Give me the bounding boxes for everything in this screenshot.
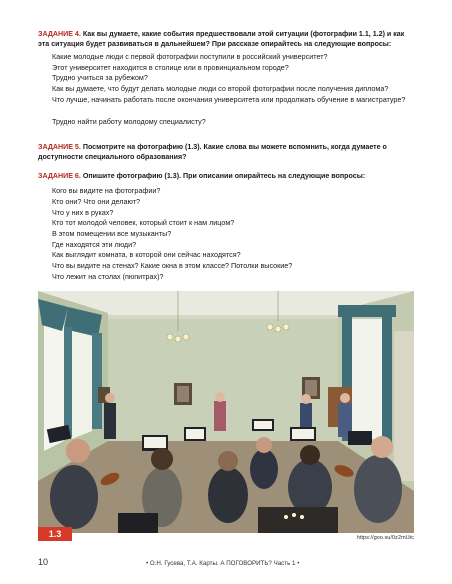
task-4-question: Какие молодые люди с первой фотографии поступили в российский университет? (52, 52, 328, 61)
task-5-tag: ЗАДАНИЕ 5. (38, 143, 81, 151)
task-6-text: Опишите фотографию (1.3). При описании опирайтесь на следующие вопросы: (82, 172, 366, 180)
footer-credit: • О.Н. Гусева, Т.А. Карты. А ПОГОВОРИТЬ? Часть 1 • (146, 560, 300, 567)
task-4-question: Трудно найти работу молодому специалисту? (52, 117, 206, 126)
task-4-text: Как вы думаете, какие события предшествовали этой ситуации (фотографии 1.1, 1.2) и как эта ситуация будет развиваться в дальнейшем? При рассказе опирайтесь на следующие вопросы: (38, 30, 405, 48)
task-6-tag: ЗАДАНИЕ 6. (38, 172, 81, 180)
task-6-question: Кто они? Что они делают? (52, 197, 141, 206)
task-6-question: Что лежит на столах (пюпитрах)? (52, 272, 164, 281)
task-6-question: Что у них в руках? (52, 208, 114, 217)
orchestra-photo (38, 291, 414, 533)
page-number: 10 (38, 557, 49, 567)
task-4-heading (38, 29, 414, 49)
task-6-question: Кто тот молодой человек, который стоит к нам лицом? (52, 218, 235, 227)
task-6-question: Кого вы видите на фотографии? (52, 186, 161, 195)
photo-source-link[interactable]: https://goo.su/0z2mUtc (356, 535, 414, 541)
photo-number-label: 1.3 (38, 527, 72, 541)
task-6-question: Где находятся эти люди? (52, 240, 137, 249)
task-6-heading (38, 171, 414, 181)
task-4-question: Что лучше, начинать работать после окончания университета или продолжать обучение в магистратуре? (52, 95, 406, 104)
task-5-text: Посмотрите на фотографию (1.3). Какие слова вы можете вспомнить, когда думаете о доступности специального образования? (38, 143, 387, 161)
task-5-heading (38, 142, 414, 162)
task-4-question: Как вы думаете, что будут делать молодые люди со второй фотографии после получения диплома? (52, 84, 389, 93)
task-6-question: В этом помещении все музыканты? (52, 229, 172, 238)
task-6-question: Как выглядит комната, в которой они сейчас находятся? (52, 250, 241, 259)
task-4-tag: ЗАДАНИЕ 4. (38, 30, 81, 38)
task-4-question: Этот университет находится в столице или в провинциальном городе? (52, 63, 289, 72)
task-4-question: Трудно учиться за рубежом? (52, 73, 148, 82)
task-6-question: Что вы видите на стенах? Какие окна в этом классе? Потолки высокие? (52, 261, 293, 270)
